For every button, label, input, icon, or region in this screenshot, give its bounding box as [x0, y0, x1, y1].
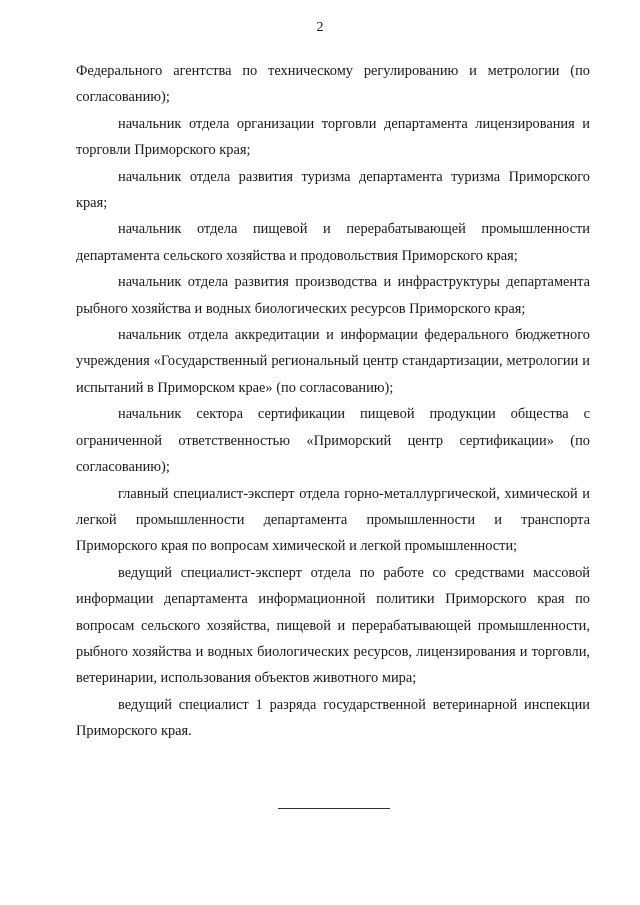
- page-number: 2: [316, 20, 324, 35]
- paragraph-accreditation: начальник отдела аккредитации и информации федерального бюджетного учреждения «Государственный региональный центр стандартизации, метрологии и испытаний в Приморском крае» (по согласованию);: [76, 327, 590, 396]
- paragraph-tourism-department: начальник отдела развития туризма департамента туризма Приморского края;: [76, 168, 590, 212]
- paragraph-agency-continuation: Федерального агентства по техническому регулированию и метрологии (по согласованию);: [76, 63, 590, 106]
- paragraph-veterinary-inspection: ведущий специалист 1 разряда государственной ветеринарной инспекции Приморского края.: [76, 696, 590, 740]
- paragraph-trade-department: начальник отдела организации торговли департамента лицензирования и торговли Приморского края;: [76, 115, 590, 159]
- end-of-list-divider: [278, 808, 390, 809]
- paragraph-certification-sector: начальник сектора сертификации пищевой продукции общества с ограниченной ответственностью «Приморский центр сертификации» (по согласованию);: [76, 406, 590, 476]
- paragraph-food-industry: начальник отдела пищевой и перерабатывающей промышленности департамента сельского хозяйства и продовольствия Приморского края;: [76, 221, 590, 264]
- paragraph-chief-specialist: главный специалист-эксперт отдела горно-металлургической, химической и легкой промышленности департамента промышленности и транспорта Приморского края по вопросам химической и легкой промышленности;: [76, 485, 590, 555]
- paragraph-fisheries: начальник отдела развития производства и инфраструктуры департамента рыбного хозяйства и водных биологических ресурсов Приморского края;: [76, 274, 590, 317]
- paragraph-media-specialist: ведущий специалист-эксперт отдела по работе со средствами массовой информации департамента информационной политики Приморского края по вопросам сельского хозяйства, пищевой и перерабатывающей промышленности, рыбного хозяйства и водных биологических ресурсов, лицензирования и торговли, ветеринарии, использования объектов животного мира;: [76, 564, 590, 687]
- document-body: [76, 58, 590, 745]
